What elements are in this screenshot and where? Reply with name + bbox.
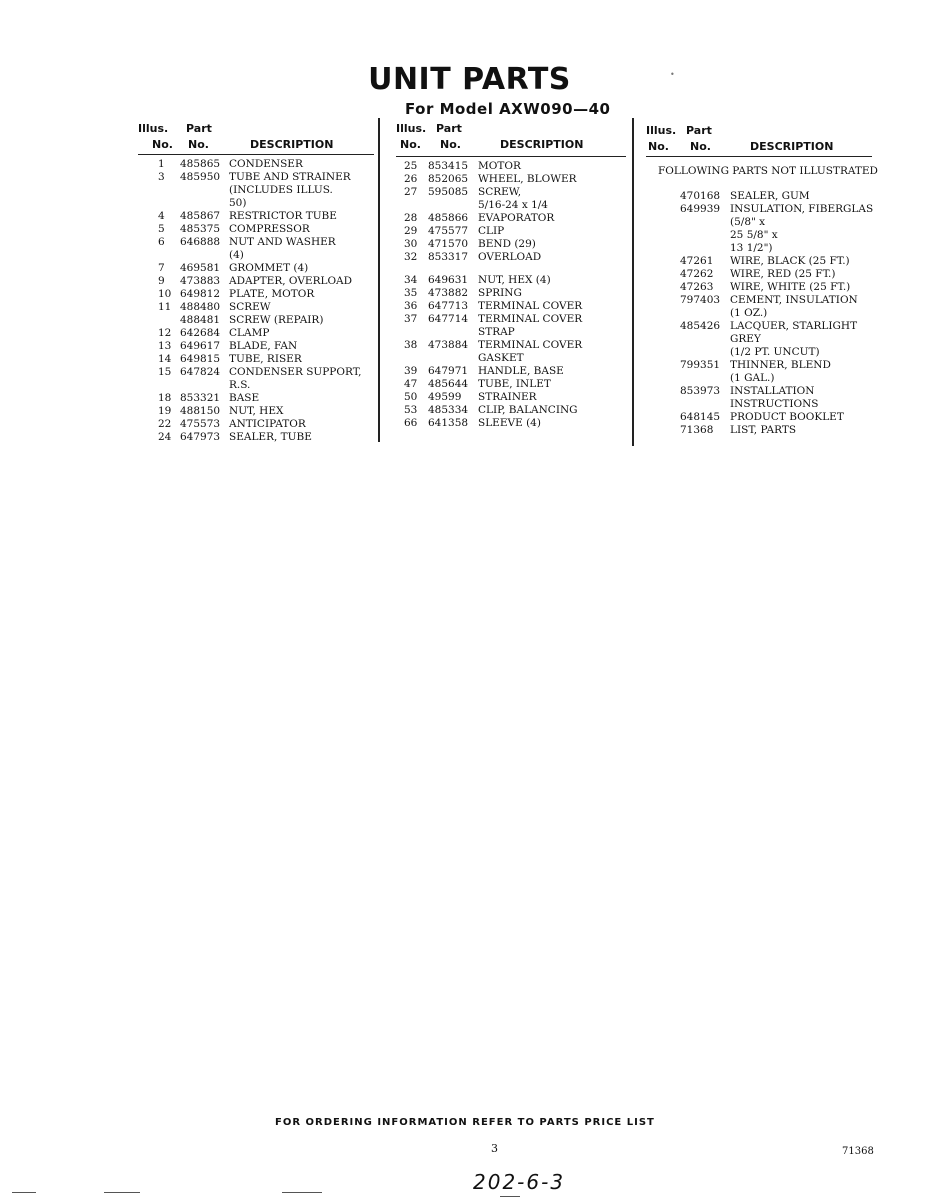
illus-header: Illus. <box>646 124 677 137</box>
part-description: CLIP <box>478 225 505 237</box>
part-description: INSTALLATION <box>730 385 815 397</box>
part-number: 646888 <box>180 236 221 248</box>
part-description: SEALER, GUM <box>730 190 810 202</box>
part-description: SPRING <box>478 287 522 299</box>
part-description: BEND (29) <box>478 238 536 250</box>
part-number: 647973 <box>180 431 221 443</box>
part-description: CONDENSER <box>229 158 303 170</box>
part-description: CONDENSER SUPPORT, <box>229 366 362 378</box>
part-description: TUBE, RISER <box>229 353 302 365</box>
part-number: 488481 <box>180 314 221 326</box>
header-rule-1 <box>138 154 374 155</box>
part-description: R.S. <box>229 379 251 391</box>
column-divider-2 <box>632 118 634 446</box>
part-description: GROMMET (4) <box>229 262 309 274</box>
part-header: Part <box>686 124 712 137</box>
part-number: 485426 <box>680 320 721 332</box>
illus-number: 36 <box>404 300 418 312</box>
part-description: WIRE, WHITE (25 FT.) <box>730 281 851 293</box>
part-description: PLATE, MOTOR <box>229 288 315 300</box>
part-number: 853321 <box>180 392 221 404</box>
part-number: 473882 <box>428 287 469 299</box>
part-number: 647714 <box>428 313 469 325</box>
part-number: 647971 <box>428 365 469 377</box>
illus-number: 6 <box>158 236 165 248</box>
part-description: 5/16-24 x 1/4 <box>478 199 548 211</box>
part-number: 642684 <box>180 327 221 339</box>
illus-header: Illus. <box>396 122 427 135</box>
scan-speck: • <box>670 70 675 79</box>
part-number: 470168 <box>680 190 721 202</box>
part-description: (INCLUDES ILLUS. <box>229 184 333 196</box>
part-description: OVERLOAD <box>478 251 542 263</box>
illus-no-header: No. <box>400 138 421 151</box>
illus-number: 7 <box>158 262 165 274</box>
part-description: CLAMP <box>229 327 270 339</box>
part-description: TUBE AND STRAINER <box>229 171 351 183</box>
illus-number: 37 <box>404 313 418 325</box>
illus-number: 5 <box>158 223 165 235</box>
part-description: 13 1/2") <box>730 242 773 254</box>
part-number: 485334 <box>428 404 469 416</box>
part-number: 649939 <box>680 203 721 215</box>
part-description: PRODUCT BOOKLET <box>730 411 844 423</box>
part-description: BASE <box>229 392 260 404</box>
scan-mark <box>500 1196 520 1197</box>
illus-number: 29 <box>404 225 418 237</box>
illus-number: 28 <box>404 212 418 224</box>
part-description: 25 5/8" x <box>730 229 778 241</box>
illus-number: 11 <box>158 301 172 313</box>
header-rule-3 <box>646 156 872 157</box>
part-number: 595085 <box>428 186 469 198</box>
part-description: NUT, HEX (4) <box>478 274 551 286</box>
part-number: 485644 <box>428 378 469 390</box>
part-description: ANTICIPATOR <box>229 418 306 430</box>
page-title: UNIT PARTS <box>368 62 571 97</box>
part-description: SCREW <box>229 301 271 313</box>
scan-mark <box>282 1192 322 1193</box>
part-number: 647824 <box>180 366 221 378</box>
part-number: 648145 <box>680 411 721 423</box>
illus-number: 47 <box>404 378 418 390</box>
part-no-header: No. <box>690 140 711 153</box>
part-description: INSULATION, FIBERGLAS <box>730 203 874 215</box>
part-description: TERMINAL COVER <box>478 313 583 325</box>
part-number: 469581 <box>180 262 221 274</box>
part-description: BLADE, FAN <box>229 340 298 352</box>
part-header: Part <box>436 122 462 135</box>
illus-no-header: No. <box>648 140 669 153</box>
illus-number: 19 <box>158 405 172 417</box>
part-description: WIRE, BLACK (25 FT.) <box>730 255 850 267</box>
part-number: 649617 <box>180 340 221 352</box>
part-number: 473884 <box>428 339 469 351</box>
part-number: 471570 <box>428 238 469 250</box>
part-number: 485866 <box>428 212 469 224</box>
description-header: DESCRIPTION <box>250 138 334 151</box>
ordering-info-footer: FOR ORDERING INFORMATION REFER TO PARTS PRICE LIST <box>275 1117 655 1128</box>
illus-number: 1 <box>158 158 165 170</box>
part-number: 852065 <box>428 173 469 185</box>
part-description: NUT, HEX <box>229 405 284 417</box>
part-header: Part <box>186 122 212 135</box>
page-number: 3 <box>491 1142 498 1155</box>
part-number: 488480 <box>180 301 221 313</box>
illus-number: 13 <box>158 340 172 352</box>
part-number: 853973 <box>680 385 721 397</box>
part-number: 649812 <box>180 288 221 300</box>
part-description: WHEEL, BLOWER <box>478 173 577 185</box>
column-3-header <box>646 124 886 154</box>
part-number: 47262 <box>680 268 714 280</box>
column-1-header <box>138 122 378 152</box>
part-description: SCREW (REPAIR) <box>229 314 324 326</box>
part-description: INSTRUCTIONS <box>730 398 819 410</box>
part-description: COMPRESSOR <box>229 223 310 235</box>
illus-no-header: No. <box>152 138 173 151</box>
part-number: 475573 <box>180 418 221 430</box>
part-description: TERMINAL COVER <box>478 339 583 351</box>
part-description: HANDLE, BASE <box>478 365 564 377</box>
part-number: 49599 <box>428 391 462 403</box>
illus-number: 24 <box>158 431 172 443</box>
illus-number: 50 <box>404 391 418 403</box>
part-description: STRAINER <box>478 391 537 403</box>
part-description: CEMENT, INSULATION <box>730 294 858 306</box>
document-number: 71368 <box>842 1146 874 1157</box>
description-header: DESCRIPTION <box>500 138 584 151</box>
part-description: LIST, PARTS <box>730 424 797 436</box>
part-description: TERMINAL COVER <box>478 300 583 312</box>
part-description: LACQUER, STARLIGHT <box>730 320 858 332</box>
handwritten-note: 202-6-3 <box>473 1170 566 1194</box>
part-number: 647713 <box>428 300 469 312</box>
part-number: 485375 <box>180 223 221 235</box>
illus-number: 53 <box>404 404 418 416</box>
part-description: MOTOR <box>478 160 521 172</box>
not-illustrated-note: FOLLOWING PARTS NOT ILLUSTRATED <box>658 165 878 177</box>
part-description: ADAPTER, OVERLOAD <box>229 275 353 287</box>
part-number: 797403 <box>680 294 721 306</box>
part-number: 485867 <box>180 210 221 222</box>
illus-number: 32 <box>404 251 418 263</box>
part-number: 71368 <box>680 424 714 436</box>
part-number: 641358 <box>428 417 469 429</box>
part-number: 485865 <box>180 158 221 170</box>
scan-mark <box>104 1192 140 1193</box>
part-description: SLEEVE (4) <box>478 417 541 429</box>
part-description: SCREW, <box>478 186 522 198</box>
part-no-header: No. <box>188 138 209 151</box>
illus-number: 35 <box>404 287 418 299</box>
part-number: 485950 <box>180 171 221 183</box>
illus-number: 14 <box>158 353 172 365</box>
part-number: 649631 <box>428 274 469 286</box>
illus-number: 22 <box>158 418 172 430</box>
part-description: RESTRICTOR TUBE <box>229 210 337 222</box>
part-no-header: No. <box>440 138 461 151</box>
part-description: WIRE, RED (25 FT.) <box>730 268 836 280</box>
description-header: DESCRIPTION <box>750 140 834 153</box>
illus-number: 30 <box>404 238 418 250</box>
part-description: GASKET <box>478 352 524 364</box>
illus-number: 66 <box>404 417 418 429</box>
illus-number: 27 <box>404 186 418 198</box>
part-number: 47263 <box>680 281 714 293</box>
illus-number: 25 <box>404 160 418 172</box>
part-number: 799351 <box>680 359 721 371</box>
part-description: STRAP <box>478 326 515 338</box>
scan-mark <box>12 1192 36 1193</box>
illus-number: 3 <box>158 171 165 183</box>
part-description: (1 OZ.) <box>730 307 768 319</box>
part-description: GREY <box>730 333 761 345</box>
part-description: NUT AND WASHER <box>229 236 336 248</box>
part-number: 475577 <box>428 225 469 237</box>
part-description: (1 GAL.) <box>730 372 775 384</box>
part-number: 47261 <box>680 255 714 267</box>
model-subtitle: For Model AXW090—40 <box>405 100 611 118</box>
illus-number: 34 <box>404 274 418 286</box>
part-number: 473883 <box>180 275 221 287</box>
part-description: SEALER, TUBE <box>229 431 312 443</box>
part-description: (4) <box>229 249 244 261</box>
illus-number: 4 <box>158 210 165 222</box>
part-description: (1/2 PT. UNCUT) <box>730 346 820 358</box>
illus-number: 9 <box>158 275 165 287</box>
illus-number: 15 <box>158 366 172 378</box>
column-divider-1 <box>378 118 380 442</box>
part-description: (5/8" x <box>730 216 766 228</box>
part-number: 488150 <box>180 405 221 417</box>
part-number: 649815 <box>180 353 221 365</box>
part-description: TUBE, INLET <box>478 378 551 390</box>
part-description: CLIP, BALANCING <box>478 404 578 416</box>
part-description: THINNER, BLEND <box>730 359 831 371</box>
column-2-header <box>396 122 636 152</box>
illus-header: Illus. <box>138 122 169 135</box>
illus-number: 39 <box>404 365 418 377</box>
illus-number: 10 <box>158 288 172 300</box>
part-description: EVAPORATOR <box>478 212 555 224</box>
illus-number: 26 <box>404 173 418 185</box>
header-rule-2 <box>396 156 626 157</box>
illus-number: 38 <box>404 339 418 351</box>
part-description: 50) <box>229 197 247 209</box>
illus-number: 12 <box>158 327 172 339</box>
part-number: 853317 <box>428 251 469 263</box>
part-number: 853415 <box>428 160 469 172</box>
illus-number: 18 <box>158 392 172 404</box>
